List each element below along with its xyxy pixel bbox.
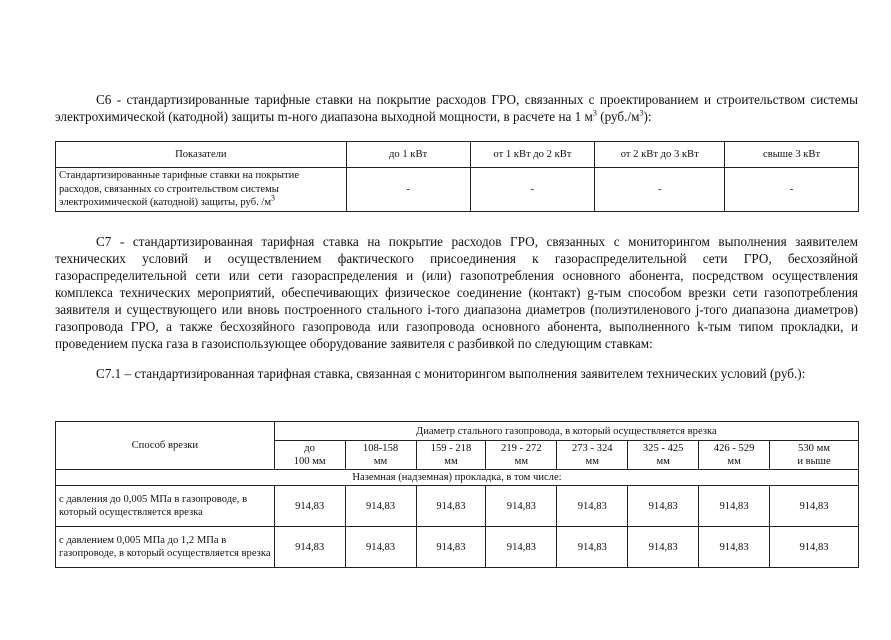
c7-paragraph: С7 - стандартизированная тарифная ставка на покрытие расходов ГРО, связанных с мониторингом выполнения заявителем технических условий и осуществлением фактического присоединения к газораспределительной сети ГРО, бесхозяйной газораспределительной сети или сети газораспределения и (или) газопотребления основного абонента, посредством осуществления комплекса технических мероприятий, обеспечивающих физическое соединение (контакт) g-тым способом врезки сети газопотребления заявителя и существующего или вновь построенного стального i-того диапазона диаметров (полиэтиленового j-того диапазона диаметров) газопровода ГРО, а также бесхозяйного газопровода или газопровода основного абонента, выполненного k-тым типом прокладки, и проведением пуска газа в газоиспользующее оборудование заявителя с разбивкой по следующим ставкам: (55, 234, 858, 351)
diameter-range-line: до (304, 443, 315, 454)
diameter-range-header (486, 441, 557, 470)
table-cell: 914,83 (628, 527, 699, 568)
table-cell: 914,83 (770, 527, 859, 568)
table-cell: 914,83 (416, 527, 486, 568)
table-cell: 914,83 (345, 527, 416, 568)
diameter-range-header (345, 441, 416, 470)
c6-unit: (руб./м (596, 109, 640, 124)
diameter-range-line: мм (444, 456, 458, 467)
row-label (56, 168, 347, 212)
diameter-range-header (699, 441, 770, 470)
table-cell: - (725, 168, 859, 212)
table-cell: 914,83 (557, 486, 628, 527)
diameter-range-header (416, 441, 486, 470)
table-row (56, 168, 859, 212)
c6-sup-2: 3 (639, 108, 644, 118)
table-cell: 914,83 (770, 486, 859, 527)
table-cell: 914,83 (486, 527, 557, 568)
diameter-range-line: 426 - 529 (713, 443, 755, 454)
diameter-range-line: 108-158 (362, 443, 399, 454)
row-label-text: Стандартизированные тарифные ставки на покрытие расходов, связанных со строительством системы электрохимической (катодной) защиты, руб. /м (59, 170, 300, 209)
header-2-to-3kw: от 2 кВт до 3 кВт (595, 142, 725, 168)
diameter-range-line: мм (585, 456, 599, 467)
table-cell: - (470, 168, 595, 212)
row-label: с давления до 0,005 МПа в газопроводе, в который осуществляется врезка (56, 486, 275, 527)
c6-unit-end: ): (643, 109, 652, 124)
table-header-row (56, 142, 859, 168)
c6-paragraph (55, 91, 858, 125)
table-cell: 914,83 (345, 486, 416, 527)
c71-paragraph: С7.1 – стандартизированная тарифная ставка, связанная с мониторингом выполнения заявителем технических условий (руб.): (96, 366, 806, 381)
table-header-row (56, 422, 859, 441)
diameter-range-line: 159 - 218 (430, 443, 472, 454)
diameter-range-line: 325 - 425 (642, 443, 684, 454)
diameter-range-line: 100 мм (293, 456, 326, 467)
diameter-range-line: мм (514, 456, 529, 467)
table-row (56, 527, 859, 568)
header-connection-method: Способ врезки (56, 422, 275, 470)
table-cell: 914,83 (699, 527, 770, 568)
table-cell: 914,83 (699, 486, 770, 527)
c6-tariff-table (55, 141, 859, 212)
c6-text: С6 - стандартизированные тарифные ставки на покрытие расходов ГРО, связанных с проектированием и строительством системы электрохимической (катодной) защиты m-ного диапазона выходной мощности, в расчете на 1 м (55, 92, 858, 124)
laying-type-row (56, 470, 859, 486)
diameter-range-header (557, 441, 628, 470)
table-cell: 914,83 (628, 486, 699, 527)
table-row (56, 486, 859, 527)
table-cell: 914,83 (486, 486, 557, 527)
table-cell: 914,83 (557, 527, 628, 568)
c71-tariff-table (55, 421, 859, 568)
row-label: с давлением 0,005 МПа до 1,2 МПа в газопроводе, в который осуществляется врезка (56, 527, 275, 568)
c6-sup-1: 3 (592, 108, 597, 118)
diameter-range-line: 530 мм (798, 443, 830, 454)
header-indicators: Показатели (56, 142, 347, 168)
header-up-to-1kw: до 1 кВт (346, 142, 470, 168)
diameter-range-header (274, 441, 345, 470)
diameter-range-line: и выше (797, 456, 831, 467)
diameter-range-header (628, 441, 699, 470)
header-1-to-2kw: от 1 кВт до 2 кВт (470, 142, 595, 168)
table-cell: - (346, 168, 470, 212)
laying-type-label: Наземная (надземная) прокладка, в том числе: (56, 470, 859, 486)
header-pipe-diameter: Диаметр стального газопровода, в который осуществляется врезка (274, 422, 858, 441)
row-label-sup: 3 (271, 193, 276, 203)
table-cell: 914,83 (416, 486, 486, 527)
diameter-range-line: мм (373, 456, 388, 467)
header-over-3kw: свыше 3 кВт (725, 142, 859, 168)
diameter-range-line: 273 - 324 (571, 443, 613, 454)
diameter-range-line: мм (656, 456, 670, 467)
diameter-range-header (770, 441, 859, 470)
diameter-range-line: 219 - 272 (501, 443, 542, 454)
table-cell: 914,83 (274, 527, 345, 568)
table-cell: - (595, 168, 725, 212)
diameter-range-line: мм (727, 456, 741, 467)
table-cell: 914,83 (274, 486, 345, 527)
